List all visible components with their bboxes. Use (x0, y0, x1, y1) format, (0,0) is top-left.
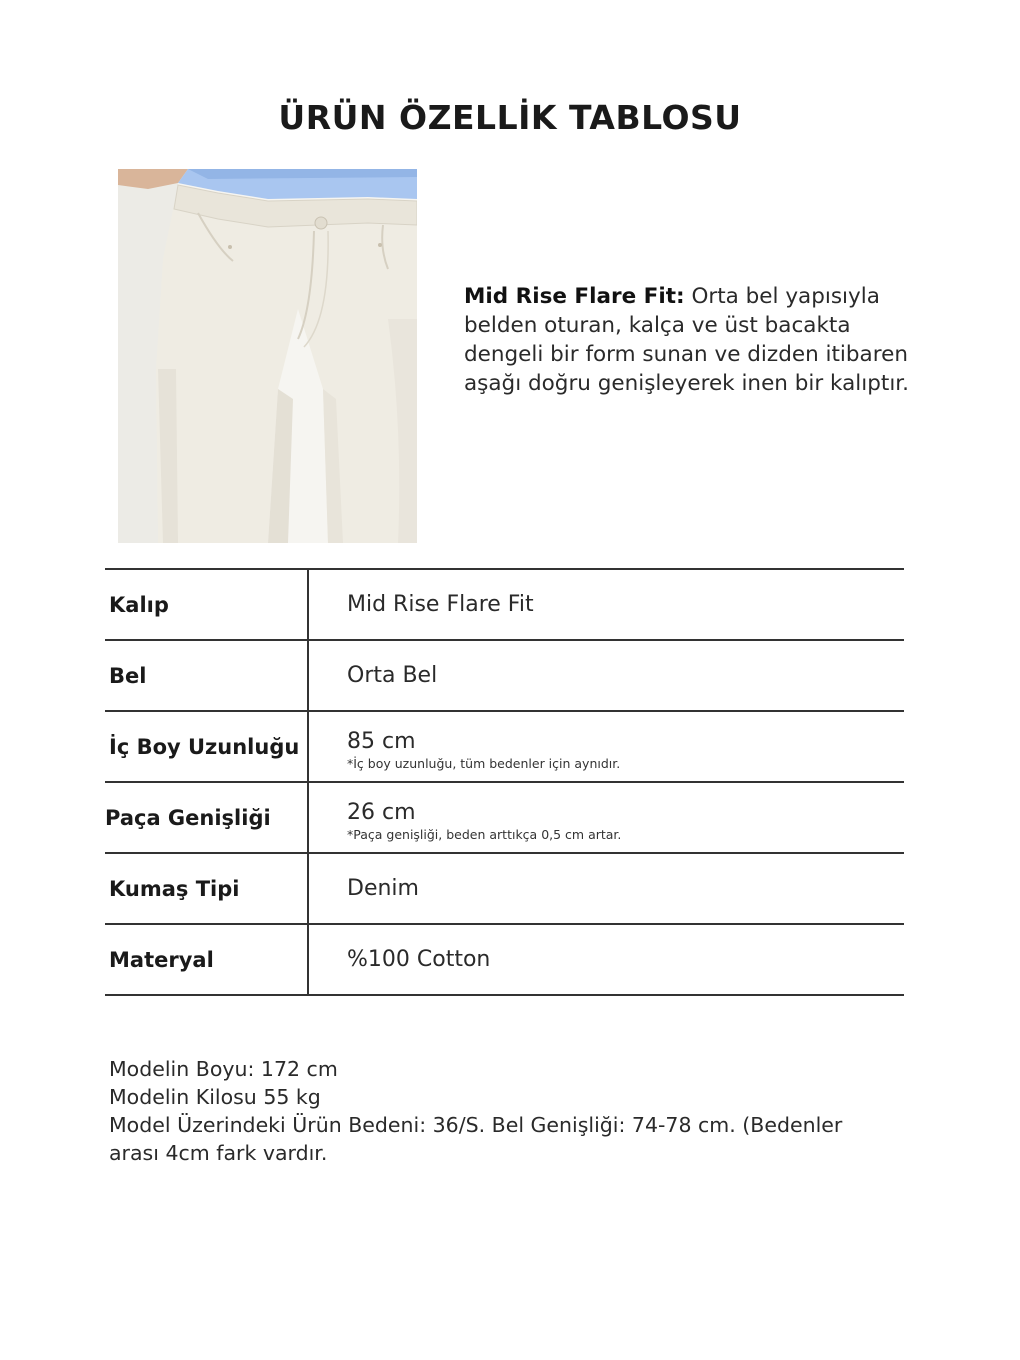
spec-label: Materyal (109, 947, 214, 972)
spec-label: Kumaş Tipi (109, 876, 240, 901)
spec-value-cell (347, 925, 904, 994)
spec-row-kalip (105, 570, 904, 641)
spec-label: Bel (109, 663, 147, 688)
fit-description-text: Orta bel yapısıyla belden oturan, kalça ve üst bacakta dengeli bir form sunan ve dizden itibaren aşağı doğru genişleyerek inen bir kalıptır. (464, 284, 909, 396)
spec-table (105, 568, 904, 996)
spec-row-ic-boy (105, 712, 904, 783)
model-info (109, 1055, 909, 1167)
page-title: ÜRÜN ÖZELLİK TABLOSU (278, 98, 742, 137)
model-weight: Modelin Kilosu 55 kg (109, 1085, 321, 1109)
column-divider (307, 712, 309, 783)
fit-name: Mid Rise Flare Fit: (464, 284, 685, 309)
spec-value: Orta Bel (347, 662, 438, 688)
column-divider (307, 641, 309, 712)
product-photo (118, 169, 417, 543)
column-divider (307, 925, 309, 994)
model-height: Modelin Boyu: 172 cm (109, 1057, 338, 1081)
spec-note: *İç boy uzunluğu, tüm bedenler için aynıdır. (347, 756, 621, 771)
spec-row-paca (105, 783, 904, 854)
spec-row-bel (105, 641, 904, 712)
spec-value: Mid Rise Flare Fit (347, 591, 534, 617)
column-divider (307, 854, 309, 925)
spec-value: 85 cm (347, 729, 416, 754)
spec-value: Denim (347, 875, 419, 901)
spec-value: 26 cm (347, 800, 416, 825)
spec-value-cell (347, 783, 904, 852)
spec-note: *Paça genişliği, beden arttıkça 0,5 cm artar. (347, 827, 622, 842)
spec-label: Kalıp (109, 592, 169, 617)
spec-label: Paça Genişliği (105, 805, 271, 830)
model-size-line: Model Üzerindeki Ürün Bedeni: 36/S. Bel Genişliği: 74-78 cm. (Bedenler (109, 1113, 843, 1137)
spec-value-cell (347, 570, 904, 639)
spec-value-cell (347, 712, 904, 781)
spec-row-kumas (105, 854, 904, 925)
spec-row-materyal (105, 925, 904, 996)
spec-value-cell (347, 854, 904, 923)
spec-value-cell (347, 641, 904, 710)
spec-label: İç Boy Uzunluğu (109, 734, 300, 759)
column-divider (307, 570, 309, 641)
column-divider (307, 783, 309, 854)
spec-value: %100 Cotton (347, 946, 491, 972)
fit-description (464, 282, 934, 398)
model-size-line: arası 4cm fark vardır. (109, 1141, 328, 1165)
